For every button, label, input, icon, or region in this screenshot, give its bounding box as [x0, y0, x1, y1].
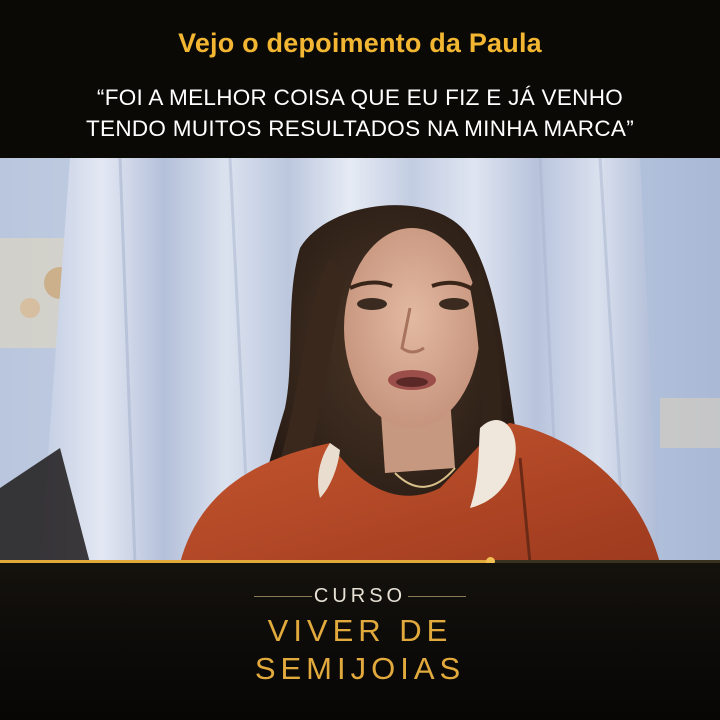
curso-label: CURSO: [313, 585, 407, 607]
divider-right: [408, 596, 466, 597]
testimonial-video-frame[interactable]: [0, 158, 720, 563]
testimonial-quote: [0, 82, 720, 144]
quote-line-2: TENDO MUITOS RESULTADOS NA MINHA MARCA”: [85, 116, 634, 141]
curso-row: [0, 585, 720, 609]
course-branding: [0, 563, 720, 720]
quote-line-1: “FOI A MELHOR COISA QUE EU FIZ E JÁ VENHO: [96, 85, 624, 110]
header-bar: [0, 0, 720, 158]
brand-line-2: SEMIJOIAS: [254, 651, 466, 686]
video-scene: [0, 158, 720, 563]
headline: Vejo o depoimento da Paula: [178, 28, 542, 58]
brand-line-1: VIVER DE: [267, 613, 453, 648]
